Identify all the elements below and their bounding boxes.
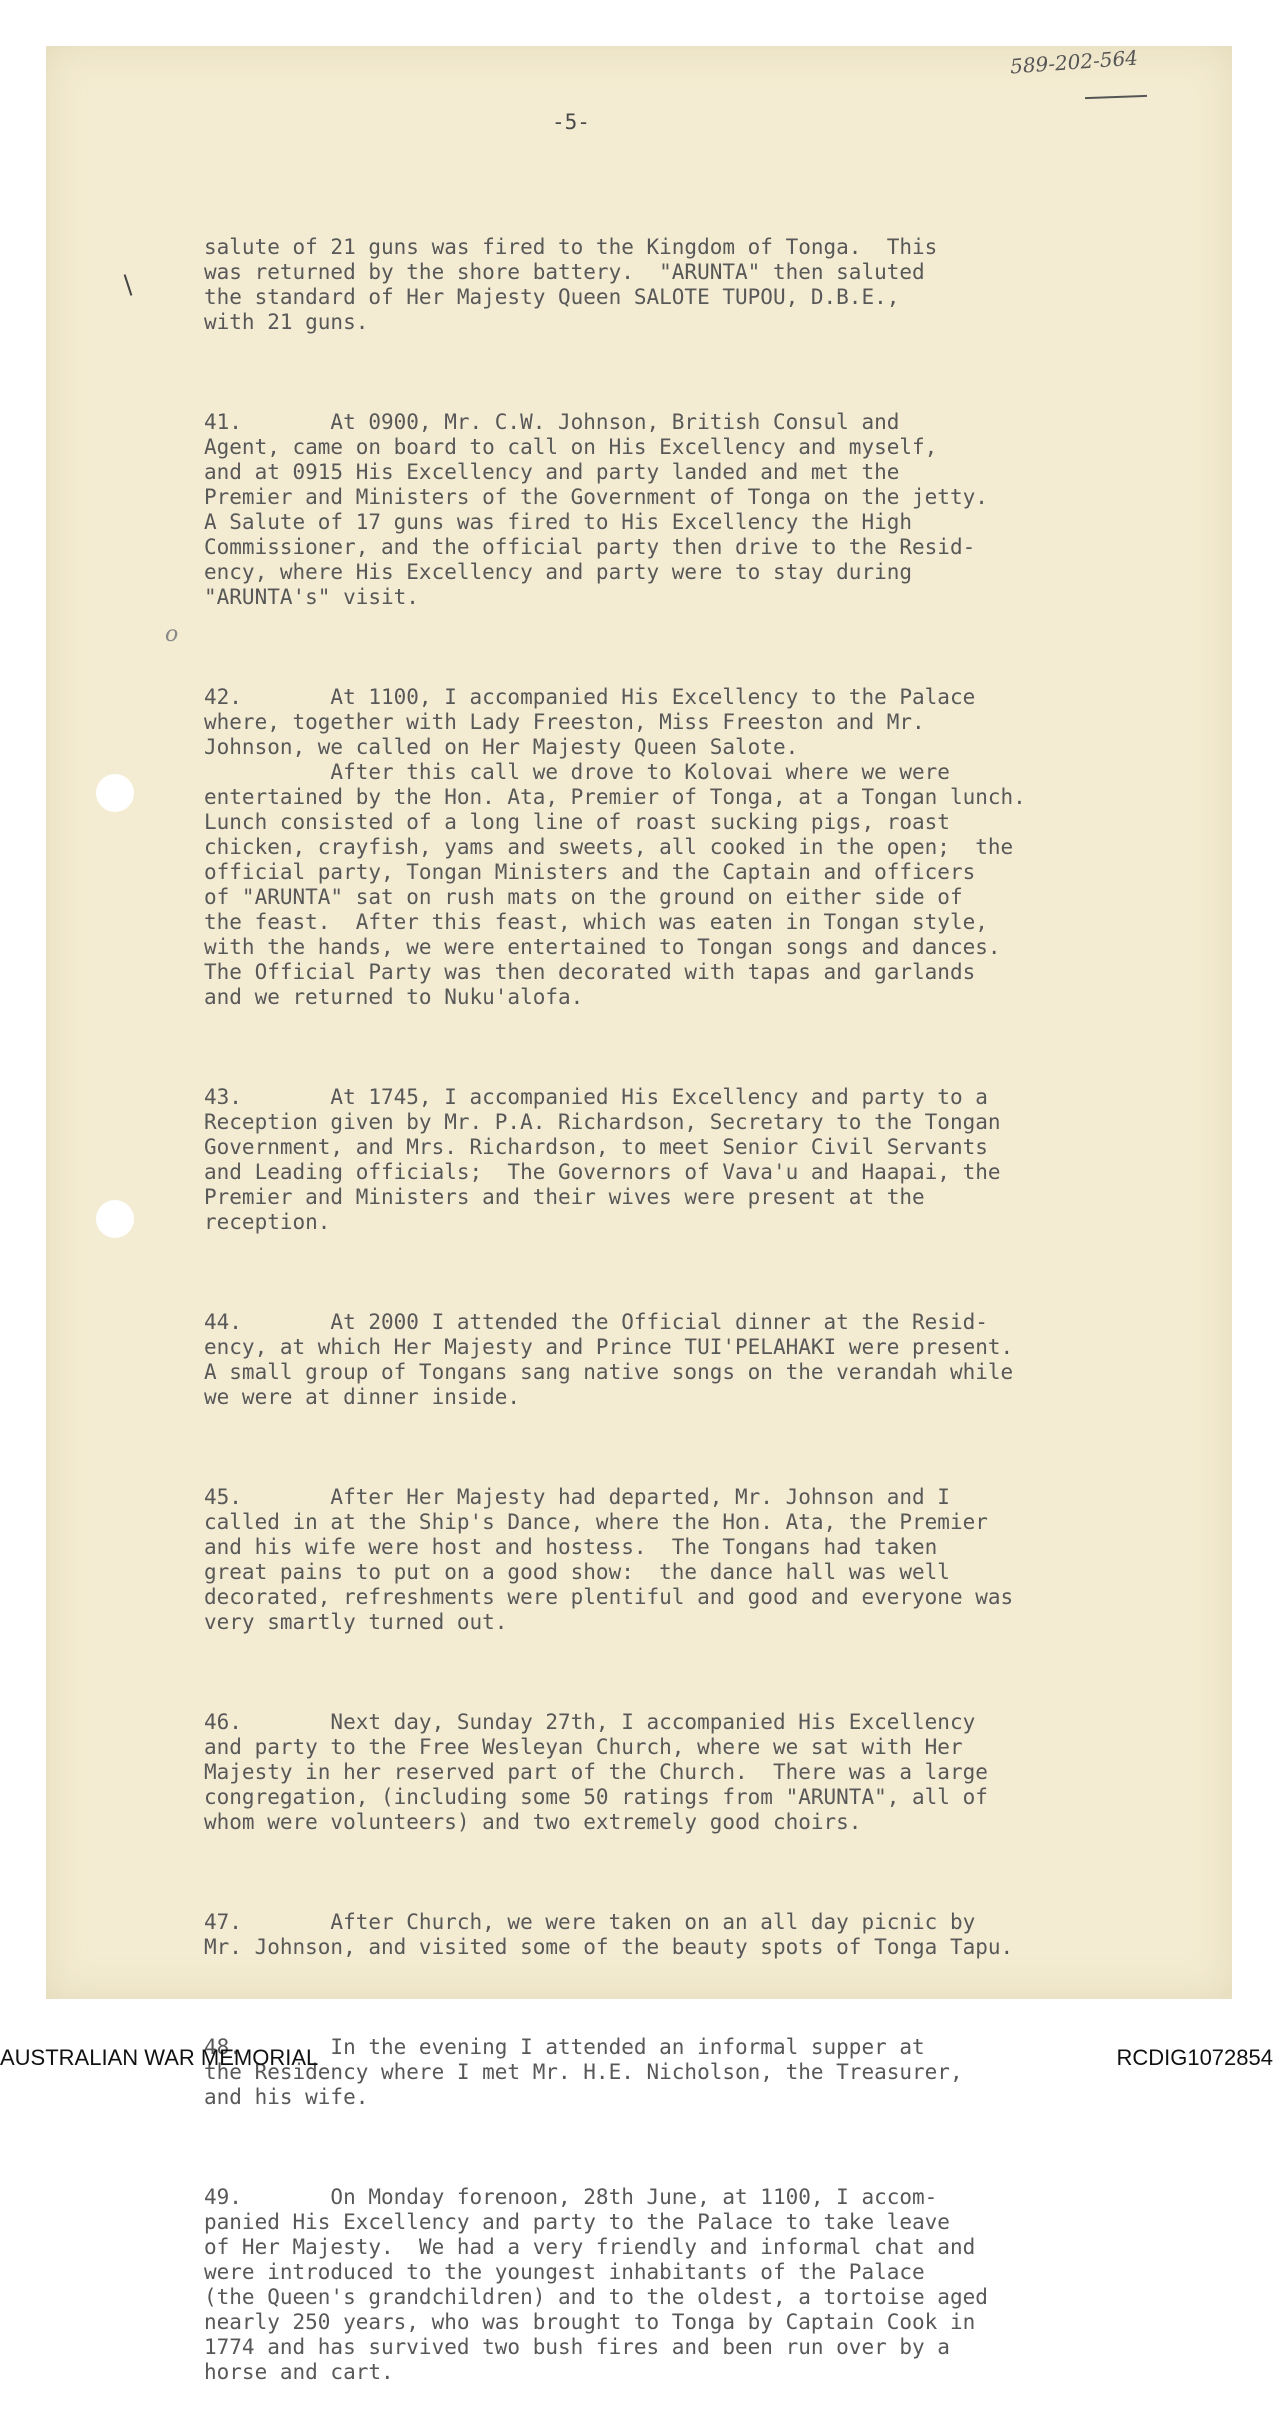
document-body [204, 185, 1214, 2435]
punch-hole-bottom [96, 1200, 134, 1238]
footer-record-id: RCDIG1072854 [1116, 2045, 1273, 2070]
paragraph-44: 44. At 2000 I attended the Official dinner at the Resid- ency, at which Her Majesty and Prince TUI'PELAHAKI were present. A small group of Tongans sang native songs on the verandah while we were at dinner inside. [204, 1310, 1014, 1409]
paragraph-49: 49. On Monday forenoon, 28th June, at 1100, I accom- panied His Excellency and party to the Palace to take leave of Her Majesty. We had a very friendly and informal chat and were introduced to the youngest inhabitants of the Palace (the Queen's grandchildren) and to the oldest, a tortoise aged nearly 250 years, who was brought to Tonga by Captain Cook in 1774 and has survived two bush fires and been run over by a horse and cart. [204, 2185, 988, 2384]
paragraph-41: 41. At 0900, Mr. C.W. Johnson, British Consul and Agent, came on board to call on His Excellency and myself, and at 0915 His Excellency and party landed and met the Premier and Ministers of the Government of Tonga on the jetty. A Salute of 17 guns was fired to His Excellency the High Commissioner, and the official party then drive to the Resid- ency, where His Excellency and party were to stay during "ARUNTA's" visit. [204, 410, 988, 609]
page-number: -5- [552, 110, 590, 134]
punch-hole-top [96, 774, 134, 812]
paragraph-46: 46. Next day, Sunday 27th, I accompanied His Excellency and party to the Free Wesleyan Church, where we sat with Her Majesty in her reserved part of the Church. There was a large congregation, (including some 50 ratings from "ARUNTA", all of whom were volunteers) and two extremely good choirs. [204, 1710, 988, 1834]
paragraph-43: 43. At 1745, I accompanied His Excellency and party to a Reception given by Mr. P.A. Richardson, Secretary to the Tongan Government, and Mrs. Richardson, to meet Senior Civil Servants and Leading officials; The Governors of Vava'u and Haapai, the Premier and Ministers and their wives were present at the reception. [204, 1085, 1001, 1234]
footer-institution: AUSTRALIAN WAR MEMORIAL [0, 2045, 319, 2070]
paragraph-45: 45. After Her Majesty had departed, Mr. Johnson and I called in at the Ship's Dance, where the Hon. Ata, the Premier and his wife were host and hostess. The Tongans had taken great pains to put on a good show: the dance hall was well decorated, refreshments were plentiful and good and everyone was very smartly turned out. [204, 1485, 1014, 1634]
paragraph-42: 42. At 1100, I accompanied His Excellency to the Palace where, together with Lady Freeston, Miss Freeston and Mr. Johnson, we called on Her Majesty Queen Salote. After this call we drove to Kolovai where we were entertained by the Hon. Ata, Premier of Tonga, at a Tongan lunch. Lunch consisted of a long line of roast sucking pigs, roast chicken, crayfish, yams and sweets, all cooked in the open; the official party, Tongan Ministers and the Captain and officers of "ARUNTA" sat on rush mats on the ground on either side of the feast. After this feast, which was eaten in Tongan style, with the hands, we were entertained to Tongan songs and dances. The Official Party was then decorated with tapas and garlands and we returned to Nuku'alofa. [204, 685, 1026, 1009]
paragraph-intro: salute of 21 guns was fired to the Kingdom of Tonga. This was returned by the shore battery. "ARUNTA" then saluted the standard of Her Majesty Queen SALOTE TUPOU, D.B.E., with 21 guns. [204, 235, 938, 334]
paragraph-48: 48. In the evening I attended an informal supper at the Residency where I met Mr. H.E. Nicholson, the Treasurer, and his wife. [204, 2035, 963, 2109]
paragraph-47: 47. After Church, we were taken on an all day picnic by Mr. Johnson, and visited some of the beauty spots of Tonga Tapu. [204, 1910, 1014, 1959]
handwritten-reference: 589-202-564 [1009, 45, 1139, 79]
margin-mark: o [165, 622, 179, 647]
